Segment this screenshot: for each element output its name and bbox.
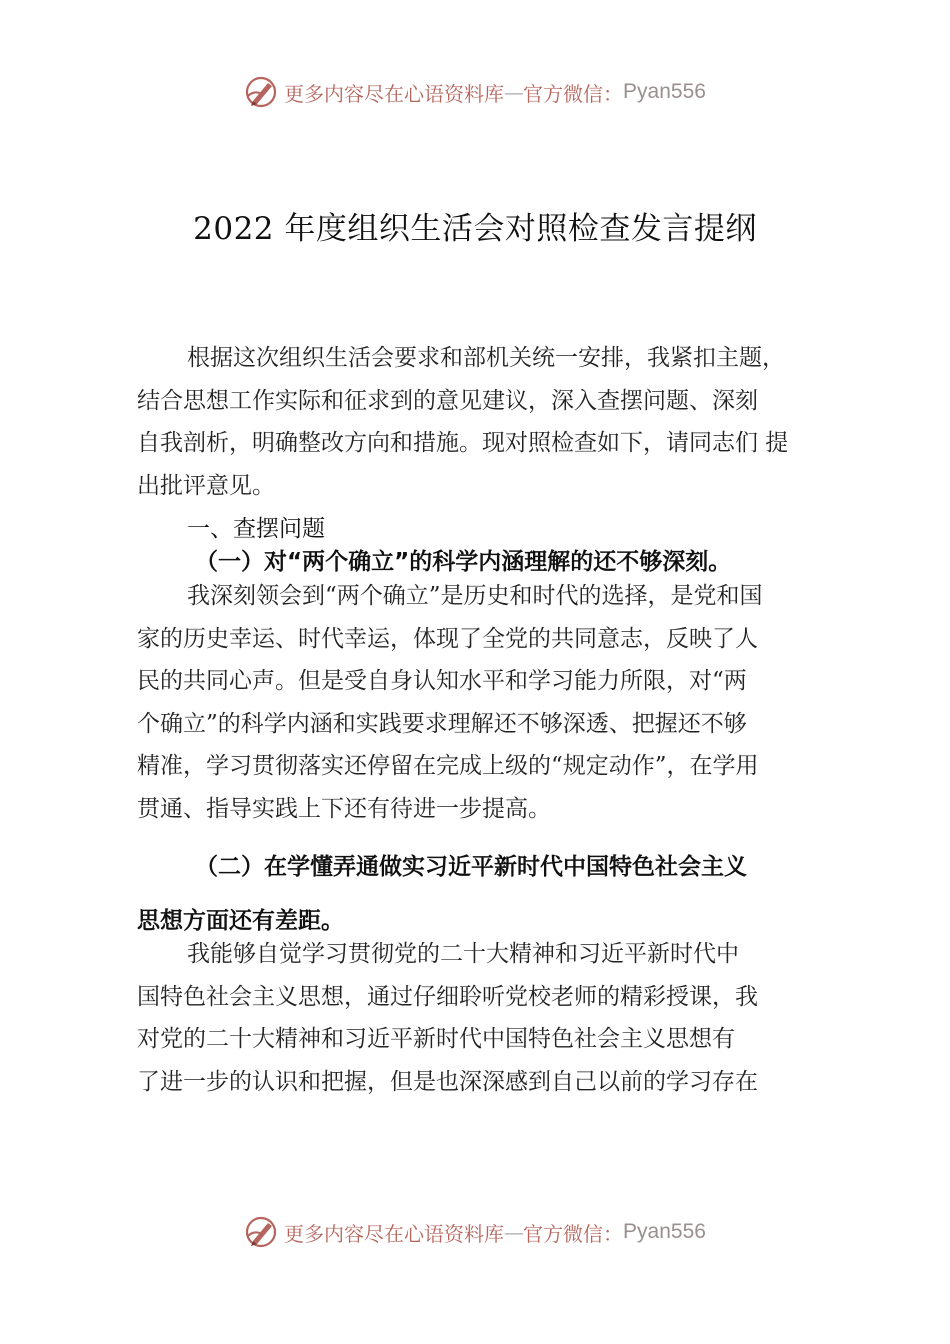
watermark-account: Pyan556 (623, 1220, 706, 1243)
intro-line: 根据这次组织生活会要求和部机关统一安排，我紧扣主题， (187, 345, 785, 371)
intro-line: 自我剖析，明确整改方向和措施。现对照检查如下，请同志们 提 (137, 430, 789, 456)
subsection-heading-2-cont: 思想方面还有差距。 (137, 908, 344, 934)
watermark-official: 官方微信： (523, 1221, 624, 1246)
subsection-1-paragraph (137, 575, 837, 830)
pen-logo-icon (244, 1214, 280, 1250)
pen-logo-icon (244, 74, 280, 110)
document-title: 2022 年度组织生活会对照检查发言提纲 (193, 211, 757, 247)
watermark-dash: — (504, 1220, 524, 1244)
body-line: 了进一步的认识和把握，但是也深深感到自己以前的学习存在 (137, 1068, 758, 1095)
intro-line: 出批评意见。 (137, 472, 275, 499)
subsection-2-paragraph (137, 933, 837, 1103)
body-line: 贯通、指导实践上下还有待进一步提高。 (137, 795, 551, 822)
body-line: 我能够自觉学习贯彻党的二十大精神和习近平新时代中 (187, 941, 739, 967)
watermark-account: Pyan556 (623, 80, 706, 103)
watermark-dash: — (504, 80, 524, 104)
intro-paragraph (137, 337, 837, 507)
body-line: 对党的二十大精神和习近平新时代中国特色社会主义思想有 (137, 1026, 735, 1052)
header-watermark (0, 74, 950, 110)
body-line: 家的历史幸运、时代幸运，体现了全党的共同意志，反映了人 (137, 625, 758, 652)
body-line: 精准，学习贯彻落实还停留在完成上级的“规定动作”，在学用 (137, 753, 759, 779)
body-line: 我深刻领会到“两个确立”是历史和时代的选择，是党和国 (187, 583, 763, 609)
intro-line: 结合思想工作实际和征求到的意见建议，深入查摆问题、深刻 (137, 387, 758, 414)
body-line: 个确立”的科学内涵和实践要求理解还不够深透、把握还不够 (137, 710, 747, 737)
watermark-brand: 更多内容尽在心语资料库 (284, 81, 505, 106)
subsection-heading-2: （二）在学懂弄通做实习近平新时代中国特色社会主义 (195, 854, 747, 880)
section-heading-1: 一、查摆问题 (187, 516, 325, 542)
watermark-official: 官方微信： (523, 81, 624, 106)
footer-watermark (0, 1214, 950, 1250)
subsection-heading-1: （一）对“两个确立”的科学内涵理解的还不够深刻。 (195, 549, 732, 575)
body-line: 民的共同心声。但是受自身认知水平和学习能力所限，对“两 (137, 668, 747, 694)
watermark-brand: 更多内容尽在心语资料库 (284, 1221, 505, 1246)
body-line: 国特色社会主义思想，通过仔细聆听党校老师的精彩授课，我 (137, 983, 758, 1010)
